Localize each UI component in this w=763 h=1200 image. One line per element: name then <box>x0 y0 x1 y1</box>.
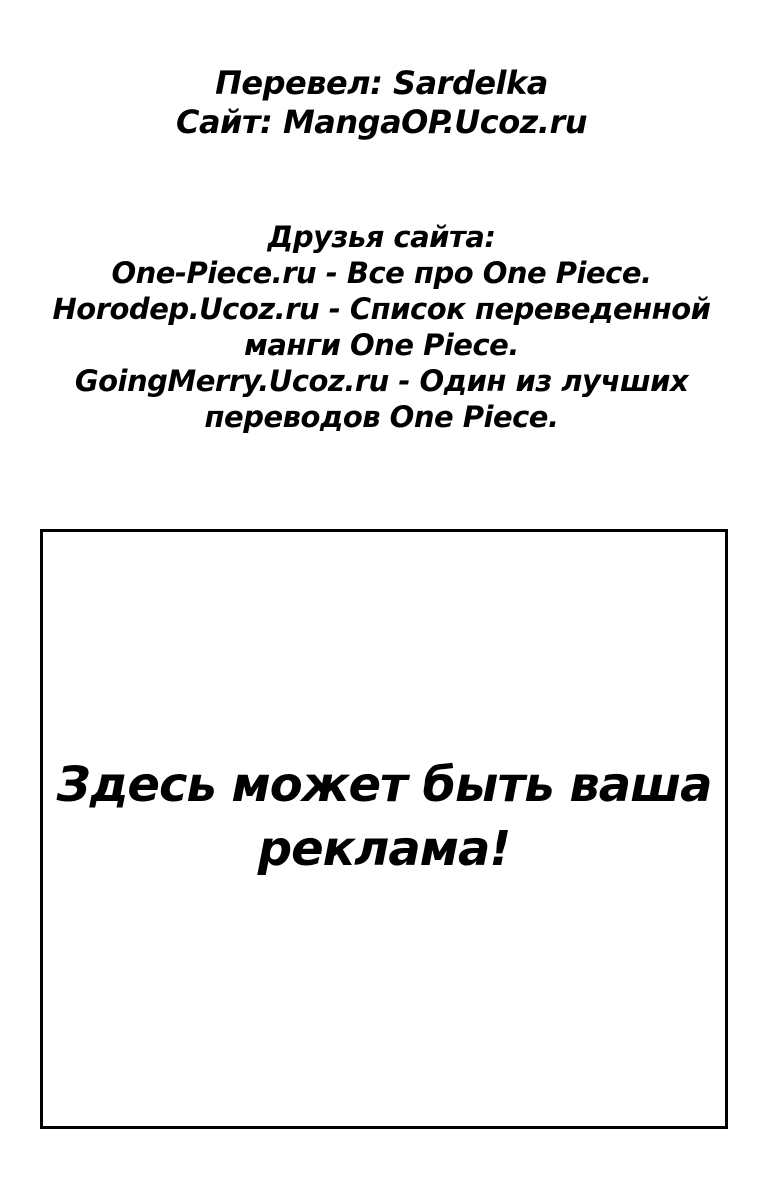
friends-line-horodep-2: манги One Piece. <box>244 328 519 362</box>
translator-credit-line: Перевел: Sardelka <box>215 64 548 102</box>
friends-line-goingmerry-1: GoingMerry.Ucoz.ru - Один из лучших <box>74 364 689 398</box>
friends-line-one-piece-ru: One-Piece.ru - Все про One Piece. <box>111 256 652 290</box>
site-credit-line: Сайт: MangaOP.Ucoz.ru <box>175 103 588 141</box>
friends-block <box>0 219 763 435</box>
ad-text-line-2: реклама! <box>257 821 511 877</box>
friends-heading: Друзья сайта: <box>267 220 496 254</box>
credits-block <box>0 64 763 142</box>
ad-placeholder-text <box>43 753 725 881</box>
friends-line-horodep-1: Horodep.Ucoz.ru - Список переведенной <box>52 292 711 326</box>
ad-text-line-1: Здесь может быть ваша <box>56 757 712 813</box>
friends-line-goingmerry-2: переводов One Piece. <box>204 400 559 434</box>
ad-placeholder-box <box>40 529 728 1129</box>
